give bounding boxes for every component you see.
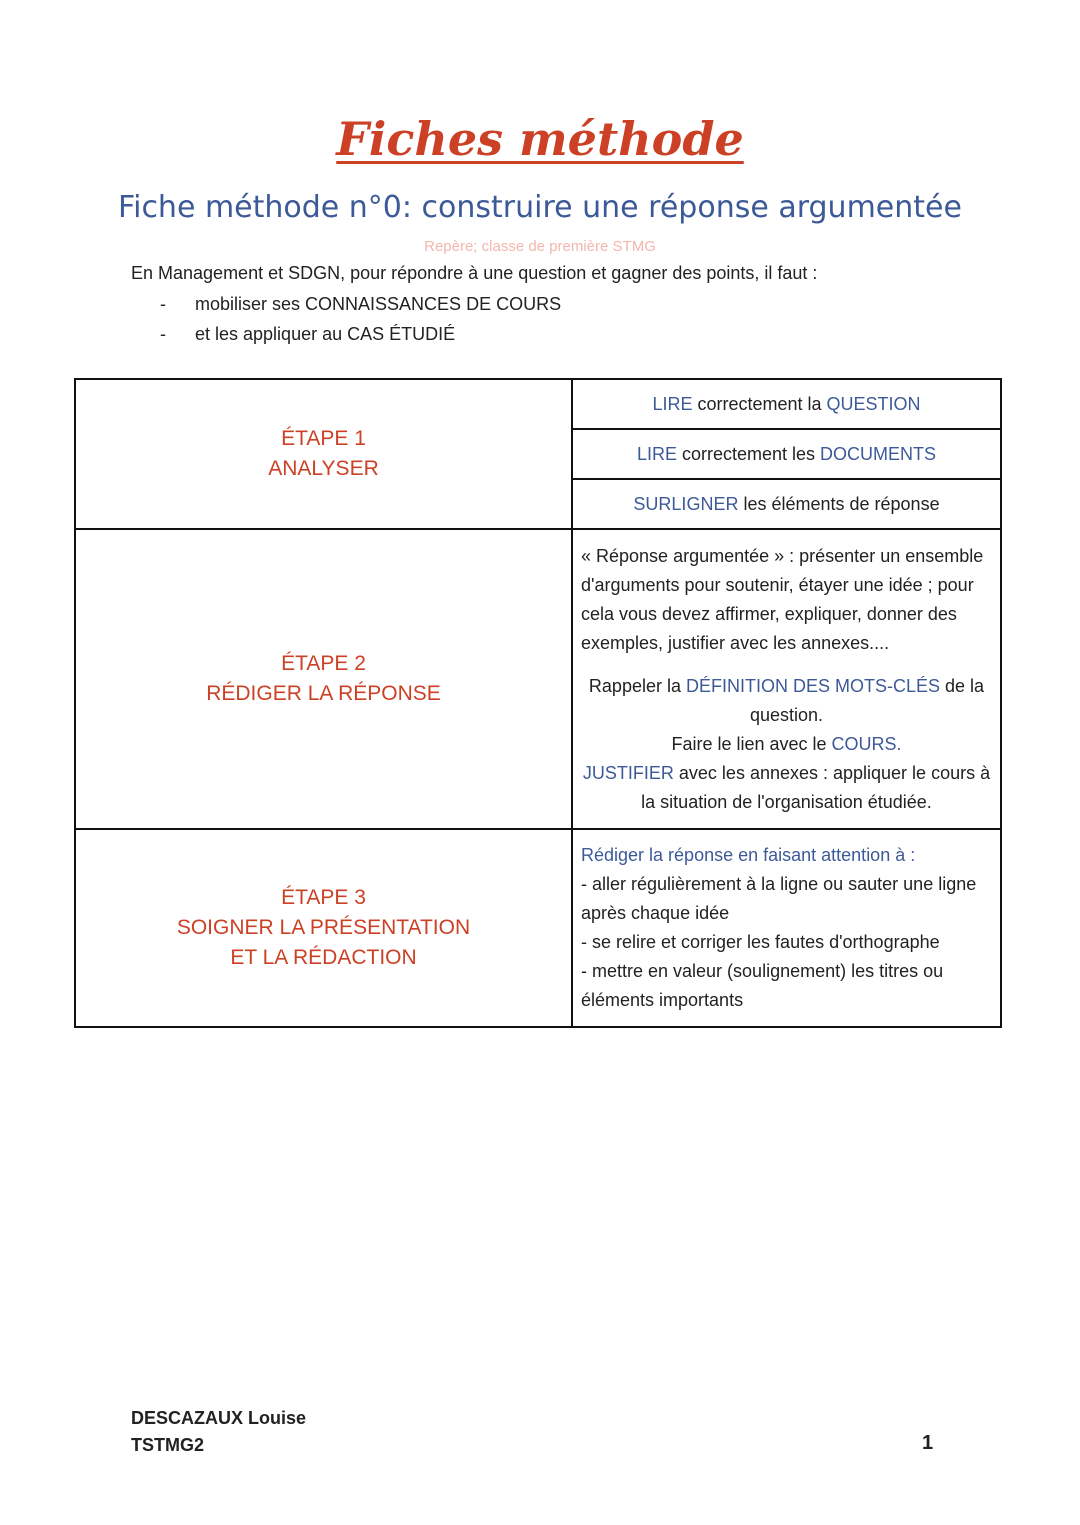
author-name: DESCAZAUX Louise (131, 1408, 307, 1428)
step2-line-keywords (581, 672, 992, 730)
step1-read-documents-verb: LIRE (636, 443, 677, 464)
step1-label (75, 379, 572, 529)
step1-highlight (572, 479, 1001, 529)
step2-line-course-b: COURS. (831, 733, 902, 754)
step3-title: ÉTAPE 3 (281, 886, 366, 909)
bullet-text: et les appliquer au CAS ÉTUDIÉ (195, 324, 456, 344)
step1-read-question-mid: correctement la (692, 393, 827, 414)
step3-name-line1: SOIGNER LA PRÉSENTATION (176, 916, 471, 939)
step1-name: ANALYSER (268, 457, 379, 480)
bullet-item (160, 292, 561, 322)
step1-read-documents-mid: correctement les (676, 443, 821, 464)
repere-note: Repère; classe de première STMG (424, 238, 656, 255)
step1-row (75, 379, 1001, 429)
step2-line-justify-a: JUSTIFIER (582, 762, 674, 783)
step2-line-justify (581, 759, 992, 817)
step1-highlight-verb: SURLIGNER (633, 493, 739, 514)
bullet-dash: - (160, 294, 166, 314)
step2-line-course (581, 730, 992, 759)
step3-row (75, 829, 1001, 1027)
step2-name: RÉDIGER LA RÉPONSE (206, 682, 441, 705)
step1-highlight-rest: les éléments de réponse (738, 493, 940, 514)
step2-content (572, 529, 1001, 829)
intro-bullets (160, 292, 561, 352)
bullet-text: mobiliser ses CONNAISSANCES DE COURS (195, 294, 562, 314)
step1-read-question (572, 379, 1001, 429)
step1-read-question-object: QUESTION (826, 393, 921, 414)
step3-heading: Rédiger la réponse en faisant attention à : (581, 845, 916, 865)
step2-title: ÉTAPE 2 (281, 652, 366, 675)
step3-name-line2: ET LA RÉDACTION (230, 946, 417, 969)
step1-title: ÉTAPE 1 (281, 427, 366, 450)
bullet-dash: - (160, 324, 166, 344)
step3-item: - aller régulièrement à la ligne ou sauter une ligne après chaque idée (581, 874, 977, 923)
step1-read-question-verb: LIRE (652, 393, 693, 414)
step2-line-keywords-b: DÉFINITION DES MOTS-CLÉS (685, 675, 941, 696)
step2-line-keywords-c: de la question. (749, 675, 985, 725)
step2-row (75, 529, 1001, 829)
step2-instructions (581, 672, 992, 817)
step3-label (75, 829, 572, 1027)
step2-line-keywords-a: Rappeler la (588, 675, 686, 696)
page-title (0, 112, 1080, 166)
subtitle: Fiche méthode n°0: construire une réponse argumentée (118, 190, 962, 225)
step2-line-course-a: Faire le lien avec le (671, 733, 832, 754)
steps-table (74, 378, 1002, 1028)
author-class: TSTMG2 (131, 1435, 205, 1455)
step3-content (572, 829, 1001, 1027)
step2-definition: « Réponse argumentée » : présenter un ensemble d'arguments pour soutenir, étayer une idée ; pour cela vous devez affirmer, expliquer, donner des exemples, justifier avec les annexes.... (581, 545, 984, 653)
step3-item: - mettre en valeur (soulignement) les titres ou éléments importants (581, 961, 944, 1010)
step2-line-justify-b: avec les annexes : appliquer le cours à la situation de l'organisation étudiée. (641, 762, 991, 812)
page-title-text: Fiches méthode (336, 112, 744, 166)
intro-text: En Management et SDGN, pour répondre à une question et gagner des points, il faut : (131, 263, 818, 283)
step1-read-documents-object: DOCUMENTS (820, 443, 937, 464)
footer-author (131, 1405, 306, 1459)
step2-label (75, 529, 572, 829)
step3-item: - se relire et corriger les fautes d'orthographe (581, 932, 940, 952)
page-number: 1 (922, 1432, 934, 1454)
step1-read-documents (572, 429, 1001, 479)
bullet-item (160, 322, 561, 352)
